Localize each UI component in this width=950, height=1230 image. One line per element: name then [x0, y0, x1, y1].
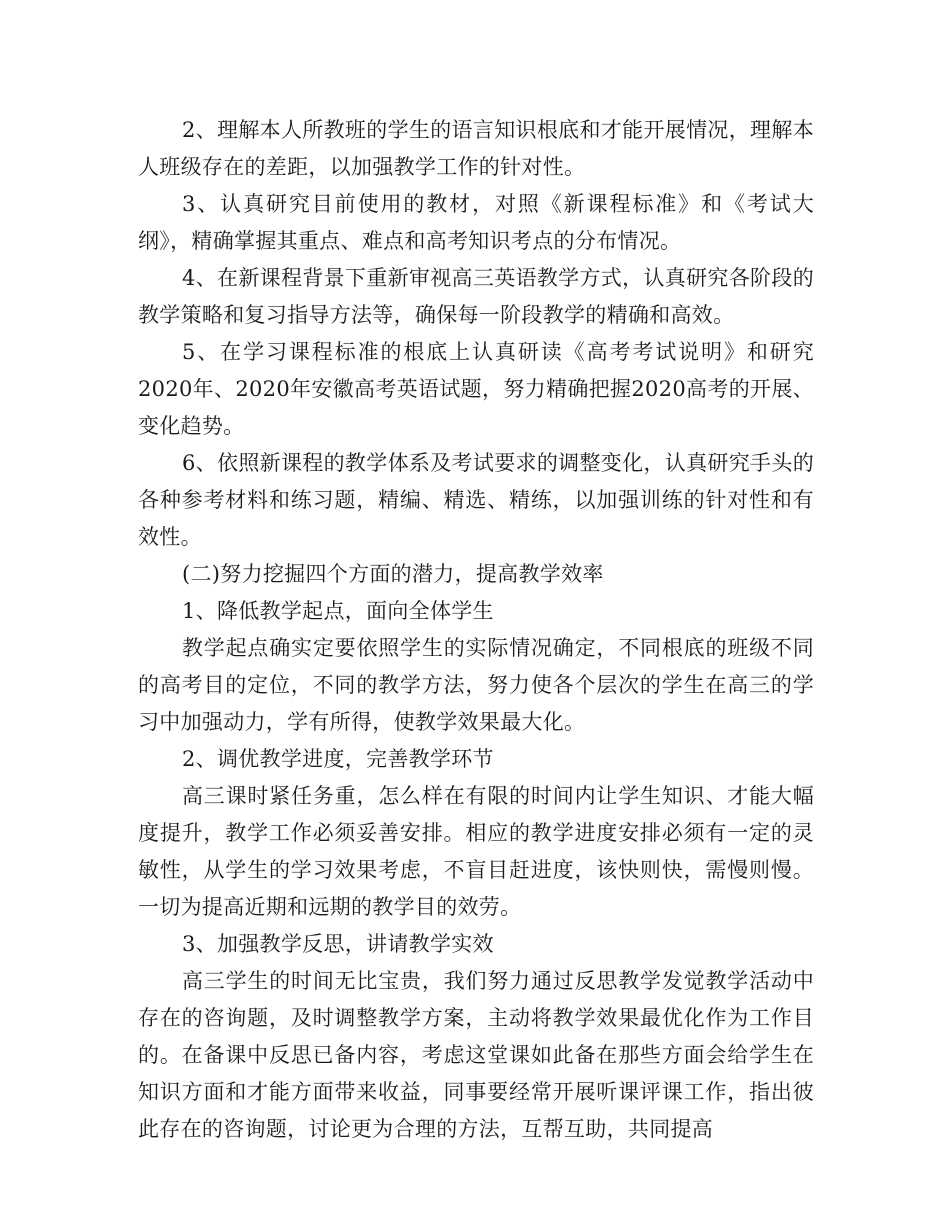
- subheading-3: 3、加强教学反思，讲请教学实效: [182, 932, 494, 956]
- section-heading: (二)努力挖掘四个方面的潜力，提高教学效率: [182, 562, 604, 586]
- subheading-2: 2、调优教学进度，完善教学环节: [182, 747, 494, 771]
- paragraph-item-3: 3、认真研究目前使用的教材，对照《新课程标准》和《考试大纲》，精确掌握其重点、难点和高考知识考点的分布情况。: [138, 192, 814, 253]
- paragraph-body-3: 高三学生的时间无比宝贵，我们努力通过反思教学发觉教学活动中存在的咨询题，及时调整教学方案，主动将教学效果最优化作为工作目的。在备课中反思已备内容，考虑这堂课如此备在那些方面会给学生在知识方面和才能方面带来收益，同事要经常开展听课评课工作，指出彼此存在的咨询题，讨论更为合理的方法，互帮互助，共同提高: [138, 969, 814, 1141]
- paragraph-item-6: 6、依照新课程的教学体系及考试要求的调整变化，认真研究手头的各种参考材料和练习题，精编、精选、精练，以加强训练的针对性和有效性。: [138, 451, 814, 549]
- document-body: [138, 112, 814, 1148]
- paragraph-body-1: 教学起点确实定要依照学生的实际情况确定，不同根底的班级不同的高考目的定位，不同的教学方法，努力使各个层次的学生在高三的学习中加强动力，学有所得，使教学效果最大化。: [138, 636, 814, 734]
- paragraph-item-2: 2、理解本人所教班的学生的语言知识根底和才能开展情况，理解本人班级存在的差距，以加强教学工作的针对性。: [138, 118, 814, 179]
- paragraph-item-4: 4、在新课程背景下重新审视高三英语教学方式，认真研究各阶段的教学策略和复习指导方法等，确保每一阶段教学的精确和高效。: [138, 266, 814, 327]
- paragraph-item-5: 5、在学习课程标准的根底上认真研读《高考考试说明》和研究2020年、2020年安徽高考英语试题，努力精确把握2020高考的开展、变化趋势。: [138, 340, 814, 438]
- subheading-1: 1、降低教学起点，面向全体学生: [182, 599, 494, 623]
- paragraph-body-2: 高三课时紧任务重，怎么样在有限的时间内让学生知识、才能大幅度提升，教学工作必须妥善安排。相应的教学进度安排必须有一定的灵敏性，从学生的学习效果考虑，不盲目赶进度，该快则快，需慢则慢。一切为提高近期和远期的教学目的效劳。: [138, 784, 814, 919]
